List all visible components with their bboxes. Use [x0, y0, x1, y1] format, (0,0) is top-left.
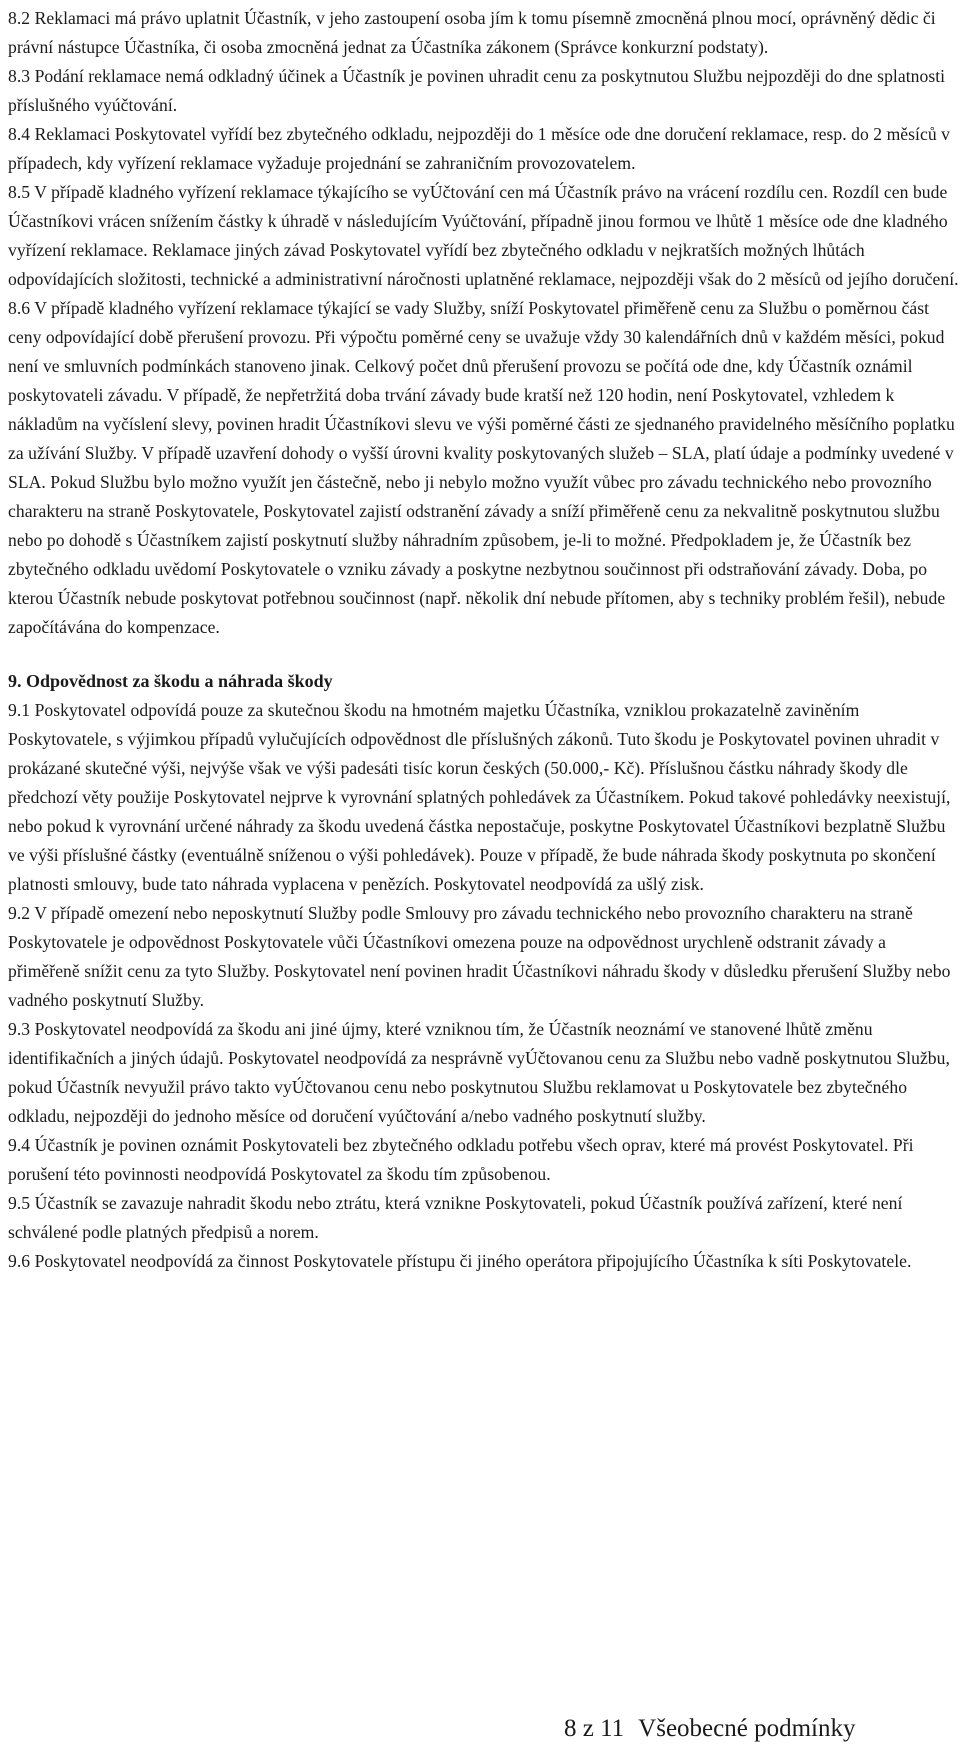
paragraph-8-6: 8.6 V případě kladného vyřízení reklamace týkající se vady Služby, sníží Poskytovatel přiměřeně cenu za Službu o poměrnou část ceny odpovídající době přerušení provozu. Při výpočtu poměrné ceny se uvažuje vždy 30 kalendářních dnů v každém měsíci, pokud není ve smluvních podmínkách stanoveno jinak. Celkový počet dnů přerušení provozu se počítá ode dne, kdy Účastník oznámil poskytovateli závadu. V případě, že nepřetržitá doba trvání závady bude kratší než 120 hodin, není Poskytovatel, vzhledem k nákladům na vyčíslení slevy, povinen hradit Účastníkovi slevu ve výši poměrné části ze sjednaného pravidelného měsíčního poplatku za užívání Služby. V případě uzavření dohody o vyšší úrovni kvality poskytovaných služeb – SLA, platí údaje a podmínky uvedené v SLA. Pokud Službu bylo možno využít jen částečně, nebo ji nebylo možno využít vůbec pro závadu technického nebo provozního charakteru na straně Poskytovatele, Poskytovatel zajistí odstranění závady a sníží přiměřeně cenu za nekvalitně poskytnutou službu nebo po dohodě s Účastníkem zajistí poskytnutí služby náhradním způsobem, je-li to možné. Předpokladem je, že Účastník bez zbytečného odkladu uvědomí Poskytovatele o vzniku závady a poskytne nezbytnou součinnost při odstraňování závady. Doba, po kterou Účastník nebude poskytovat potřebnou součinnost (např. několik dní nebude přítomen, aby s techniky problém řešil), nebude započítávána do kompenzace.	[8, 298, 955, 637]
paragraph-9-6: 9.6 Poskytovatel neodpovídá za činnost Poskytovatele přístupu či jiného operátora připojujícího Účastníka k síti Poskytovatele.	[8, 1251, 912, 1271]
paragraph-9-3: 9.3 Poskytovatel neodpovídá za škodu ani jiné újmy, které vzniknou tím, že Účastník neoznámí ve stanovené lhůtě změnu identifikačních a jiných údajů. Poskytovatel neodpovídá za nesprávně vyÚčtovanou cenu za Službu nebo vadně poskytnutou Službu, pokud Účastník nevyužil právo takto vyÚčtovanou cenu nebo poskytnutou Službu reklamovat u Poskytovatele bez zbytečného odkladu, nejpozději do jednoho měsíce od doručení vyúčtování a/nebo vadného poskytnutí služby.	[8, 1019, 950, 1126]
paragraph-8-2: 8.2 Reklamaci má právo uplatnit Účastník, v jeho zastoupení osoba jím k tomu písemně zmocněná plnou mocí, oprávněný dědic či právní nástupce Účastníka, či osoba zmocněná jednat za Účastníka zákonem (Správce konkurzní podstaty).	[8, 8, 936, 57]
document-page	[8, 4, 960, 1276]
paragraph-9-1: 9.1 Poskytovatel odpovídá pouze za skutečnou škodu na hmotném majetku Účastníka, vzniklou prokazatelně zaviněním Poskytovatele, s výjimkou případů vylučujících odpovědnost dle příslušných zákonů. Tuto škodu je Poskytovatel povinen uhradit v prokázané skutečné výši, nejvýše však ve výši padesáti tisíc korun českých (50.000,- Kč). Příslušnou částku náhrady škody dle předchozí věty použije Poskytovatel nejprve k vyrovnání splatných pohledávek za Účastníkem. Pokud takové pohledávky neexistují, nebo pokud k vyrovnání určené náhrady za škodu uvedená částka nepostačuje, poskytne Poskytovatel Účastníkovi bezplatně Službu ve výši příslušné částky (eventuálně sníženou o výši pohledávek). Pouze v případě, že bude náhrada škody poskytnuta po skončení platnosti smlouvy, bude tato náhrada vyplacena v penězích. Poskytovatel neodpovídá za ušlý zisk.	[8, 700, 951, 894]
page-footer	[564, 1714, 855, 1744]
paragraph-8-4: 8.4 Reklamaci Poskytovatel vyřídí bez zbytečného odkladu, nejpozději do 1 měsíce ode dne doručení reklamace, resp. do 2 měsíců v případech, kdy vyřízení reklamace vyžaduje projednání se zahraničním provozovatelem.	[8, 124, 950, 173]
paragraph-9-5: 9.5 Účastník se zavazuje nahradit škodu nebo ztrátu, která vznikne Poskytovateli, pokud Účastník používá zařízení, které není schválené podle platných předpisů a norem.	[8, 1193, 903, 1242]
page-number: 8 z 11	[564, 1715, 625, 1742]
paragraph-8-3: 8.3 Podání reklamace nemá odkladný účinek a Účastník je povinen uhradit cenu za poskytnutou Službu nejpozději do dne splatnosti příslušného vyúčtování.	[8, 66, 946, 115]
paragraph-8-5: 8.5 V případě kladného vyřízení reklamace týkajícího se vyÚčtování cen má Účastník právo na vrácení rozdílu cen. Rozdíl cen bude Účastníkovi vrácen snížením částky k úhradě v následujícím Vyúčtování, případně jinou formou ve lhůtě 1 měsíce ode dne kladného vyřízení reklamace. Reklamace jiných závad Poskytovatel vyřídí bez zbytečného odkladu v nejkratších možných lhůtách odpovídajících složitosti, technické a administrativní náročnosti uplatněné reklamace, nejpozději však do 2 měsíců od jejího doručení.	[8, 182, 959, 289]
paragraph-9-2: 9.2 V případě omezení nebo neposkytnutí Služby podle Smlouvy pro závadu technického nebo provozního charakteru na straně Poskytovatele je odpovědnost Poskytovatele vůči Účastníkovi omezena pouze na odpovědnost urychleně odstranit závady a přiměřeně snížit cenu za tyto Služby. Poskytovatel není povinen hradit Účastníkovi náhradu škody v důsledku přerušení Služby nebo vadného poskytnutí Služby.	[8, 903, 951, 1010]
section-9-heading: 9. Odpovědnost za škodu a náhrada škody	[8, 671, 333, 691]
footer-doc-title: Všeobecné podmínky	[638, 1715, 856, 1742]
paragraph-9-4: 9.4 Účastník je povinen oznámit Poskytovateli bez zbytečného odkladu potřebu všech oprav, které má provést Poskytovatel. Při porušení této povinnosti neodpovídá Poskytovatel za škodu tím způsobenou.	[8, 1135, 914, 1184]
